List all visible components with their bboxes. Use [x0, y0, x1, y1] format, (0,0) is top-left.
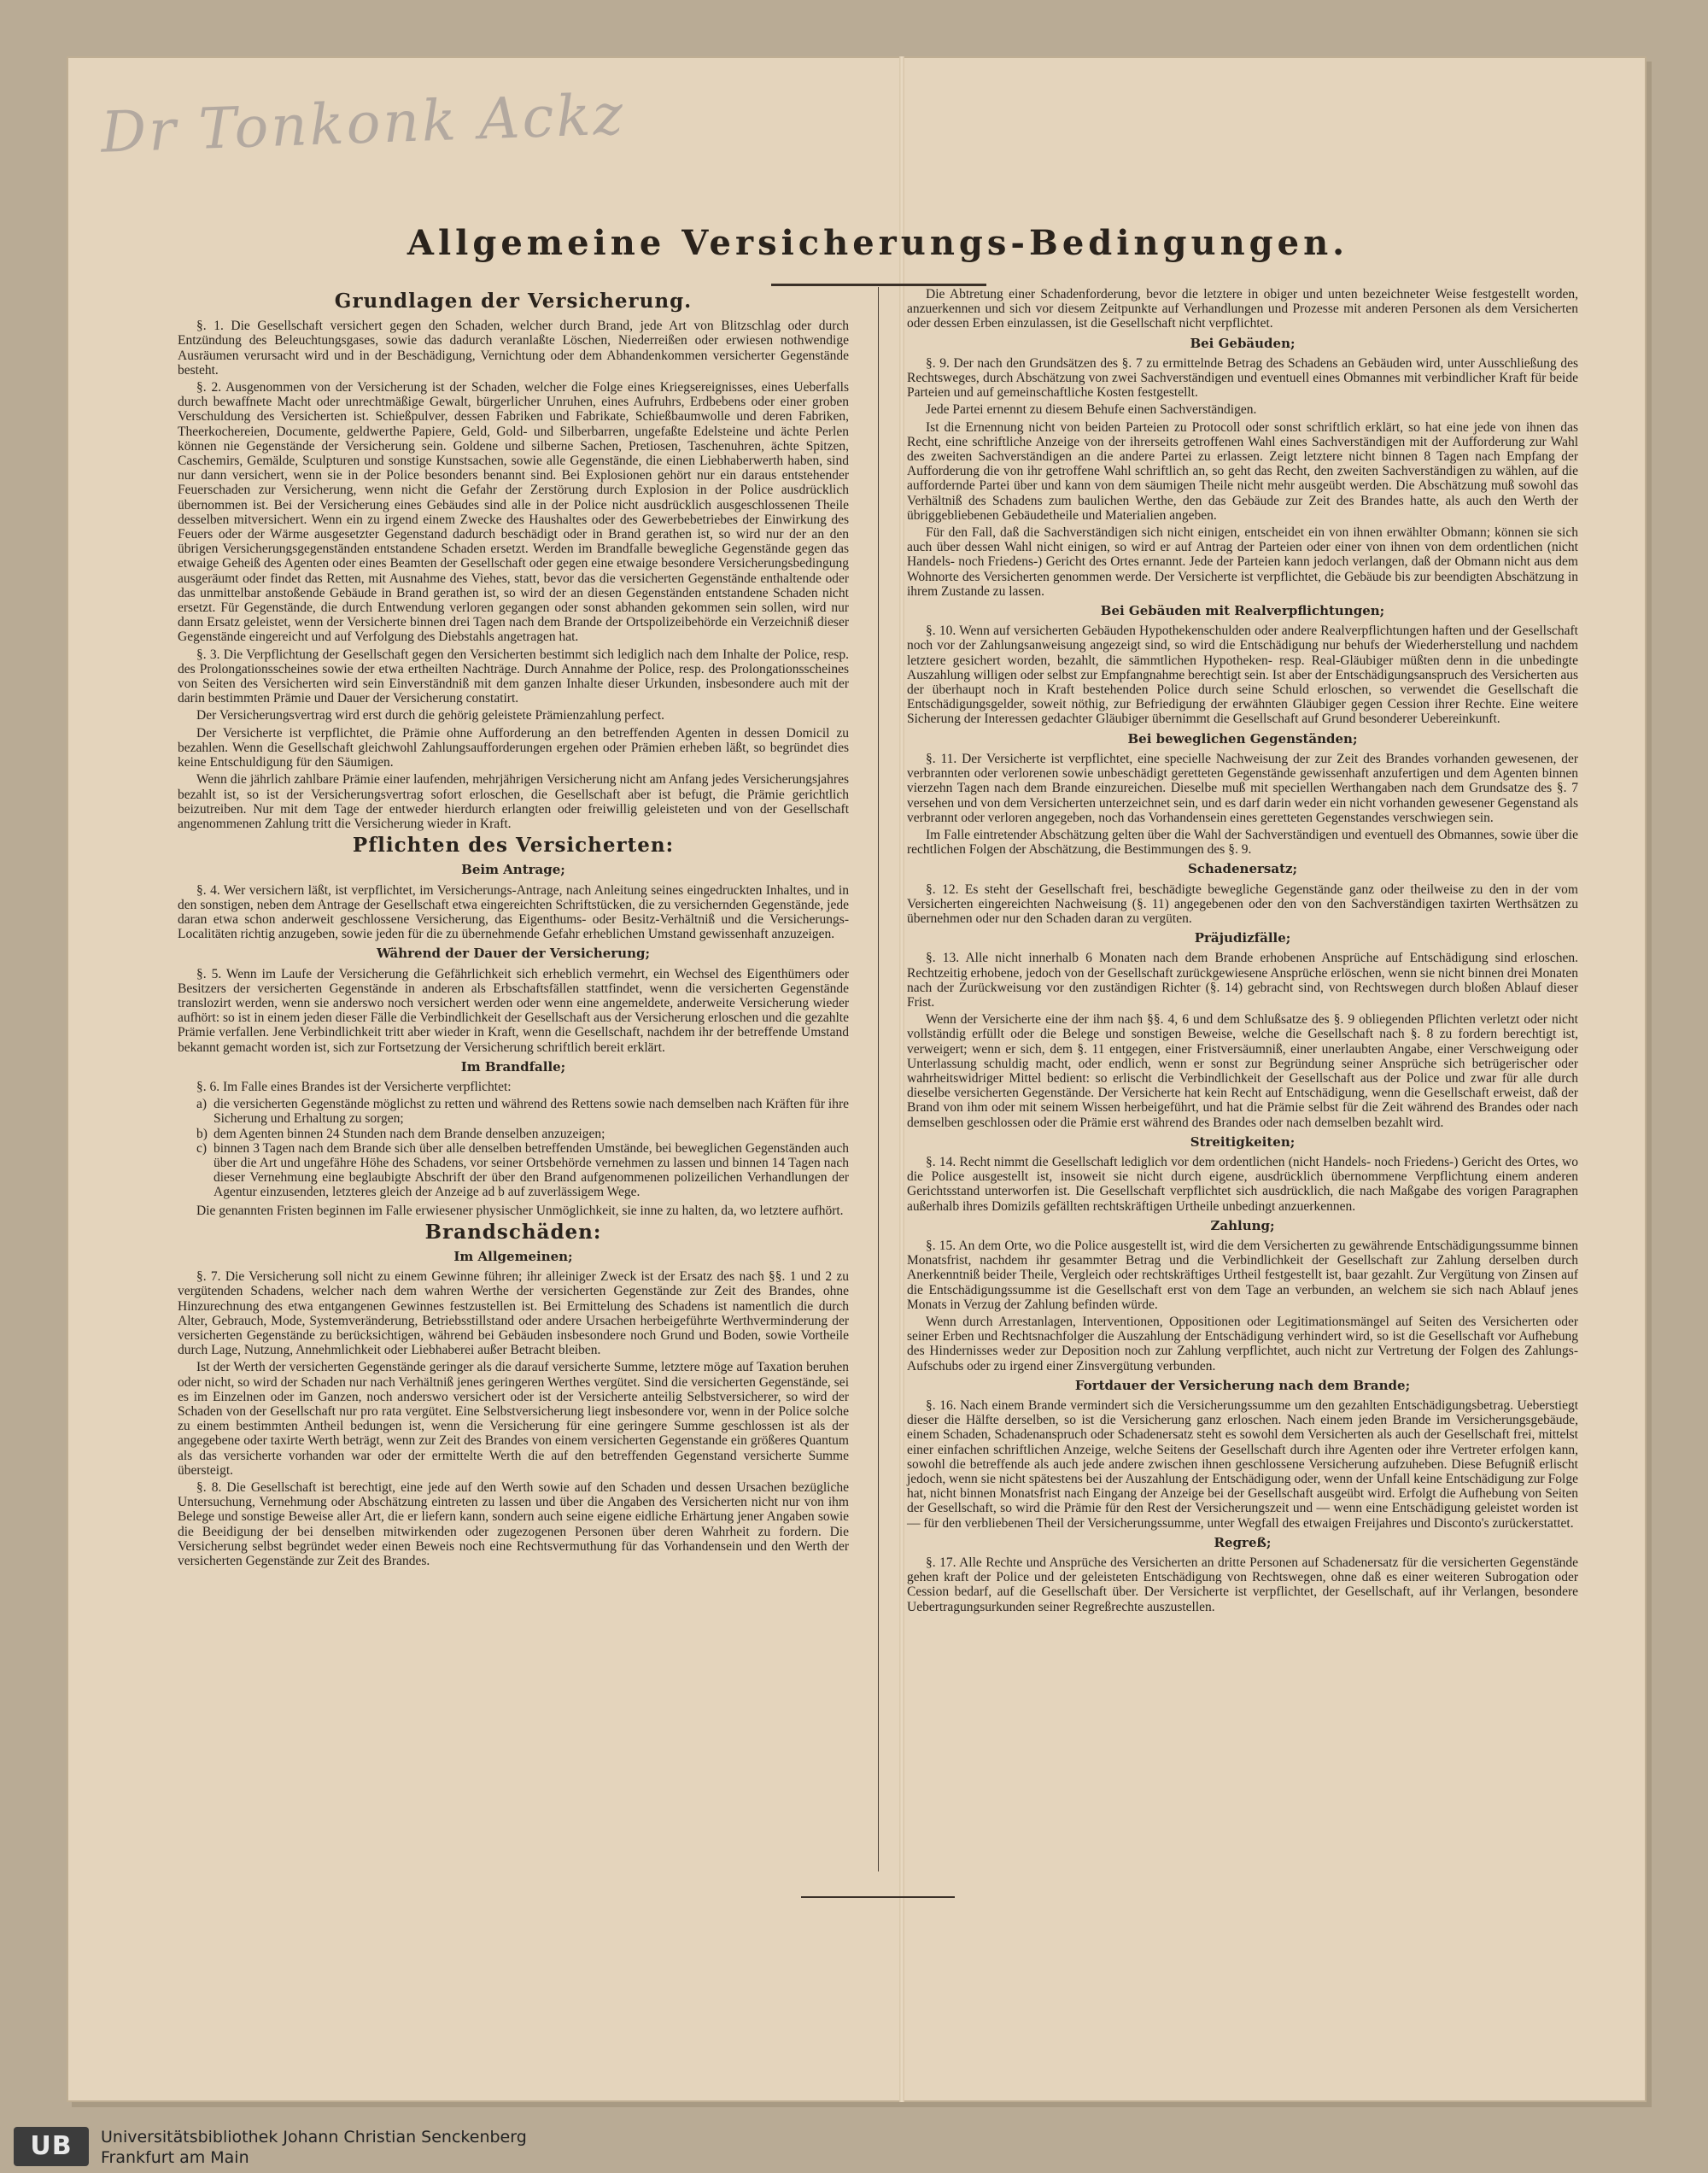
paragraph: §. 1. Die Gesellschaft versichert gegen den Schaden, welcher durch Brand, jede Art von Blitzschlag oder durch Entzündung des Beleuchtungsgases, sowie das dadurch veranlaßte Löschen, Niederreißen oder erwiesen nothwendige Ausräumen verursacht wird und in der Beschädigung, Vernichtung oder dem Abhandenkommen versicherter Gegenstände besteht.	[178, 319, 849, 378]
subsection-heading: Fortdauer der Versicherung nach dem Brande;	[1074, 1377, 1411, 1393]
section-heading: Pflichten des Versicherten:	[352, 834, 675, 858]
obligation-list	[178, 1097, 849, 1199]
subsection-heading: Im Allgemeinen;	[453, 1248, 573, 1264]
paragraph: §. 9. Der nach den Grundsätzen des §. 7 zu ermittelnde Betrag des Schadens an Gebäuden wird, unter Ausschließung des Rechtsweges, durch Abschätzung von zwei Sachverständigen und eventuell eines Obmannes mit verbindlicher Kraft für beide Parteien und auf gemeinschaftliche Kosten festgestellt.	[907, 355, 1578, 401]
paragraph: §. 11. Der Versicherte ist verpflichtet, eine specielle Nachweisung der zur Zeit des Brandes vorhanden gewesenen, der verbrannten oder verlorenen sowie unbeschädigt geretteten Gegenstände gewissenhaft anzufertigen und dem Agenten binnen vierzehn Tagen nach dem Brande einzureichen. Dieselbe muß mit speciellen Werthangaben nach dem Grundsatze des §. 7 versehen und von dem Versicherten unterzeichnet sein, und es darf darin weder ein nicht vorhanden gewesener Gegenstand als verbrannt oder verloren angegeben, noch das Vorhandensein eines geretteten Gegenstandes verschwiegen sein.	[907, 751, 1578, 825]
subsection-heading: Regreß;	[1214, 1534, 1272, 1550]
subsection-heading: Bei Gebäuden mit Realverpflichtungen;	[1100, 603, 1385, 619]
document-body	[178, 184, 1578, 1978]
subsection-heading: Im Brandfalle;	[460, 1058, 566, 1075]
left-column	[178, 287, 849, 1571]
list-item	[178, 1141, 849, 1200]
subsection-heading: Während der Dauer der Versicherung;	[376, 946, 651, 962]
subsection-heading: Zahlung;	[1210, 1217, 1275, 1233]
paragraph: Ist die Ernennung nicht von beiden Parteien zu Protocoll oder sonst schriftlich erklärt, so hat eine jede von ihnen das Recht, eine schriftliche Anzeige von der ihrerseits getroffenen Wahl eines Sachverständigen mit der Aufforderung zur Wahl des zweiten Sachverständigen an die andere Partei zu erlassen. Zeigt letztere nicht binnen 8 Tagen nach Empfang der Aufforderung die von ihr getroffene Wahl schriftlich an, so geht das Recht, den zweiten Sachverständigen zu wählen, auf die auffordernde Partei über und kann von dem säumigen Theile nicht mehr ausgeübt werden. Die Abschätzung muß sowohl das Verhältniß des Schadens zum baulichen Werthe, den das Gebäude zur Zeit des Brandes hatte, als auch den Werth der übriggebliebenen Gebäudetheile und Materialien angeben.	[907, 419, 1578, 523]
list-item	[178, 1127, 849, 1141]
list-marker: c)	[196, 1140, 208, 1156]
document-title: Allgemeine Versicherungs-Bedingungen.	[407, 223, 1349, 263]
subsection-heading: Bei Gebäuden;	[1190, 335, 1296, 351]
logo-text: UB	[30, 2131, 73, 2161]
paragraph: Für den Fall, daß die Sachverständigen sich nicht einigen, entscheidet ein von ihnen erwählter Obmann; können sie sich auch über dessen Wahl nicht einigen, so wird er auf Antrag der Parteien oder einer von ihnen von dem ordentlichen (nicht Handels- noch Friedens-) Gericht des Ortes ernannt. Jede der Parteien kann jedoch verlangen, daß der Obmann nicht aus dem Wohnorte des Versicherten genommen werde. Der Versicherte ist verpflichtet, die Gebäude bis zur beendigten Abschätzung in ihrem Zustande zu lassen.	[907, 525, 1578, 599]
paragraph: Ist der Werth der versicherten Gegenstände geringer als die darauf versicherte Summe, letztere möge auf Taxation beruhen oder nicht, so wird der Schaden nur nach Verhältniß jenes geringeren Werthes vergütet. Sind die versicherten Gegenstände, sei es im Einzelnen oder im Ganzen, noch anderswo versichert oder ist der Versicherte anteilig Selbstversicherer, so wird der Schaden von der Gesellschaft nur pro rata vergütet. Eine Selbstversicherung liegt insbesondere vor, wenn in der Police solche zu einem bestimmten Antheil bedungen ist, wenn die Versicherung für eine geringere Summe geschlossen ist als der angegebene oder taxirte Werth beträgt, wenn zur Zeit des Brandes von einem versicherten Gegenstande ein größeres Quantum als das versicherte vorhanden war oder der ermittelte Werth die auf den betreffenden Gegenstand versicherte Summe übersteigt.	[178, 1360, 849, 1478]
subsection-heading: Präjudizfälle;	[1194, 930, 1291, 946]
ub-logo-icon	[14, 2127, 89, 2166]
paragraph: Der Versicherungsvertrag wird erst durch die gehörig geleistete Prämienzahlung perfect.	[196, 708, 665, 723]
paragraph: §. 17. Alle Rechte und Ansprüche des Versicherten an dritte Personen auf Schadenersatz für die versicherten Gegenstände gehen kraft der Police und der geleisteten Entschädigung von Rechtswegen, ohne daß es einer weiteren Subrogation oder Cession bedarf, auf die Gesellschaft über. Der Versicherte ist verpflichtet, der Gesellschaft, auf ihr Verlangen, besondere Uebertragungsurkunden seiner Regreßrechte auszustellen.	[907, 1555, 1578, 1614]
list-item	[178, 1097, 849, 1126]
paragraph: Wenn die jährlich zahlbare Prämie einer laufenden, mehrjährigen Versicherung nicht am Anfang jedes Versicherungsjahres bezahlt ist, so ist der Versicherungsvertrag sofort erloschen, die Gesellschaft aber ist befugt, die Prämie gerichtlich beizutreiben. Nur mit dem Tage der entweder hierdurch erlangten oder freiwillig geleisteten und von der Gesellschaft angenommenen Zahlung tritt die Versicherung wieder in Kraft.	[178, 772, 849, 831]
handwritten-annotation: Dr Tonkonk Ackz	[99, 81, 627, 166]
paragraph: §. 15. An dem Orte, wo die Police ausgestellt ist, wird die dem Versicherten zu gewährende Entschädigungssumme binnen Monatsfrist, nachdem ihr gesammter Betrag und die Verbindlichkeit der Gesellschaft zur Zahlung derselben durch Anerkenntniß beider Theile, Vergleich oder rechtskräftiges Urtheil festgestellt ist, baar gezahlt. Zur Vergütung von Zinsen auf die Entschädigungssumme ist die Gesellschaft erst von dem Tage an verbunden, an welchem sie sich nach Ablauf jenes Monats in Verzug der Zahlung befinden würde.	[907, 1238, 1578, 1312]
paragraph: §. 14. Recht nimmt die Gesellschaft lediglich vor dem ordentlichen (nicht Handels- noch Friedens-) Gericht des Ortes, wo die Police ausgestellt ist, insoweit sie nicht durch eigene, ausdrücklich übernommene Verpflichtung einem anderen Gerichtsstand unterworfen ist. Die Gesellschaft verpflichtet sich ausdrücklich, die nach Maßgabe des vorigen Paragraphen außerhalb ihres Domizils gefällten rechtskräftigen Urtheile unbedingt anzuerkennen.	[907, 1154, 1578, 1214]
paragraph: Die Abtretung einer Schadenforderung, bevor die letztere in obiger und unten bezeichneter Weise festgestellt worden, anzuerkennen und sich vor diesem Zeitpunkte auf Verhandlungen und Prozesse mit anderen Personen als dem Versicherten oder dessen Erben einzulassen, ist die Gesellschaft nicht verpflichtet.	[907, 287, 1578, 331]
section-heading: Brandschäden:	[424, 1220, 602, 1244]
paragraph: §. 8. Die Gesellschaft ist berechtigt, eine jede auf den Werth sowie auf den Schaden und dessen Ursachen bezügliche Untersuchung, Vernehmung oder Abschätzung eintreten zu lassen und über die Angaben des Versicherten nicht nur von ihm Belege und sonstige Beweise aller Art, die er liefern kann, sondern auch seine eigene eidliche Erhärtung jener Angaben sowie die Beeidigung der bei denselben mitwirkenden oder zugezogenen Personen über deren Wahrheit zu fordern. Die Versicherung selbst begründet weder einen Beweis noch eine Rechtsvermuthung für das Vorhandensein und den Werth der versicherten Gegenstände zur Zeit des Brandes.	[178, 1480, 849, 1569]
paragraph: Jede Partei ernennt zu diesem Behufe einen Sachverständigen.	[926, 402, 1257, 418]
paragraph: §. 3. Die Verpflichtung der Gesellschaft gegen den Versicherten bestimmt sich lediglich nach dem Inhalte der Police, resp. des Prolongationsscheines sowie der etwa ertheilten Nachträge. Durch Annahme der Police, resp. des Prolongationsscheines von Seiten des Versicherten wird sein Einverständniß mit dem ganzen Inhalte dieser Urkunden, insbesondere auch mit der darin bestimmten Prämie und Dauer der Versicherung constatirt.	[178, 647, 849, 706]
closing-rule	[801, 1896, 955, 1898]
paragraph: §. 6. Im Falle eines Brandes ist der Versicherte verpflichtet:	[196, 1079, 512, 1094]
paragraph: §. 2. Ausgenommen von der Versicherung ist der Schaden, welcher die Folge eines Kriegsereignisses, eines Ueberfalls durch bewaffnete Macht oder unrechtmäßige Gewalt, bürgerlicher Unruhen, eines Aufruhrs, Erdbebens oder einer groben Verschuldung des Versicherten ist. Schießpulver, dessen Fabriken und Fabrikate, Schießbaumwolle und deren Fabriken, Theerkochereien, Documente, geldwerthe Papiere, Geld, Gold- und Silberbarren, ungefaßte Edelsteine und ächte Perlen können nie Gegenstände der Versicherung sein. Goldene und silberne Sachen, Pretiosen, Taschenuhren, ächte Spitzen, Caschemirs, Gemälde, Sculpturen und sonstige Kunstsachen, sowie alle Gegenstände, die einen Liebhaberwerth haben, sind nur dann versichert, wenn sie in der Police besonders benannt sind. Bei Explosionen gehört nur ein daraus entstehender Feuerschaden zur Versicherung, wenn nicht die Gefahr der Zerstörung durch Explosion in der Police ausdrücklich übernommen ist. Bei der Versicherung eines Gebäudes sind alle in der Police nicht ausdrücklich ausgeschlossenen Theile desselben mitversichert. Wenn ein zu irgend einem Zwecke des Haushaltes oder des Gewerbebetriebes der Einwirkung des Feuers oder der Wärme ausgesetzter Gegenstand dadurch beschädigt oder in Brand gerathen ist, so wird nur der an den übrigen Versicherungsgegenständen entstandene Schaden ersetzt. Werden im Brandfalle bewegliche Gegenstände gegen das etwaige Geheiß des Agenten oder eines Beamten der Gesellschaft oder gegen eine etwaige besondere Versicherungsbedingung ausgeräumt oder findet das Retten, mit Ausnahme des Viehes, statt, bevor das die versicherten Gegenstände enthaltende oder das unmittelbar anstoßende Gebäude in Brand gerathen ist, so wird der an diesen Gegenständen entstandene Schaden nicht ersetzt. Für Gegenstände, die durch Entwendung verloren gegangen oder sonst abhanden gekommen sein sollen, wird nur dann Ersatz geleistet, wenn der Versicherte binnen drei Tagen nach dem Brande der Ortspolizeibehörde ein Verzeichniß dieser Gegenstände eingereicht und auf Verfolgung des Diebstahls angetragen hat.	[178, 380, 849, 645]
subsection-heading: Schadenersatz;	[1187, 861, 1298, 877]
list-marker: a)	[196, 1097, 208, 1112]
column-divider	[878, 287, 879, 1871]
subsection-heading: Beim Antrage;	[461, 862, 565, 878]
section-heading: Grundlagen der Versicherung.	[334, 290, 693, 313]
title-underline	[771, 284, 986, 286]
library-footer	[0, 2118, 1708, 2173]
paragraph: Wenn der Versicherte eine der ihm nach §§. 4, 6 und dem Schlußsatze des §. 9 obliegenden Pflichten verletzt oder nicht vollständig erfüllt oder die Belege und sonstigen Beweise, welche die Gesellschaft nach §. 8 zu fordern berechtigt ist, verweigert; wenn er sich, dem §. 11 entgegen, einer Fristversäumniß, einer unerlaubten Angabe, einer Verschweigung oder Unterlassung schuldig macht, oder endlich, wenn er sonst zur Begründung seiner Ansprüche sich betrügerischer oder wahrheitswidriger Mittel bedient: so erlischt die Verbindlichkeit der Gesellschaft aus der Police und zwar für alle durch dieselbe versicherten Gegenstände. Der Versicherte hat kein Recht auf Entschädigung, wenn die Gesellschaft erweist, daß der Brand von ihm oder mit seinem Wissen herbeigeführt, und hat die Prämie selbst für die Zeit während des Brandes oder nach demselben geschlossen oder die Prämie erst während des Brandes oder nach demselben bezahlt wird.	[907, 1012, 1578, 1130]
institution-line-1: Universitätsbibliothek Johann Christian Senckenberg	[101, 2128, 527, 2147]
list-item-text: dem Agenten binnen 24 Stunden nach dem Brande denselben anzuzeigen;	[214, 1126, 605, 1141]
paragraph: Die genannten Fristen beginnen im Falle erwiesener physischer Unmöglichkeit, sie inne zu halten, da, wo letztere aufhört.	[196, 1203, 844, 1218]
paragraph: §. 5. Wenn im Laufe der Versicherung die Gefährlichkeit sich erheblich vermehrt, ein Wechsel des Eigenthümers oder Besitzers der versicherten Gegenstände in anderen als Erbschaftsfällen stattfindet, wenn die versicherten Gegenstände translozirt werden, wenn sie anderswo noch versichert werden oder wenn eine angemeldete, anderweite Versicherung wieder aufhört: so ist in einem jeden dieser Fälle die Verbindlichkeit der Gesellschaft aus der Versicherung erloschen und die gezahlte Prämie verfallen. Jene Verbindlichkeit tritt aber wieder in Kraft, wenn die Gesellschaft, nachdem ihr der betreffende Umstand bekannt gemacht worden ist, sich zur Fortsetzung der Versicherung schriftlich bereit erklärt.	[178, 966, 849, 1055]
paragraph: §. 7. Die Versicherung soll nicht zu einem Gewinne führen; ihr alleiniger Zweck ist der Ersatz des nach §§. 1 und 2 zu vergütenden Schadens, welcher nach dem wahren Werthe der versicherten Gegenstände zur Zeit des Brandes, ohne Hinzurechnung des etwa entgangenen Gewinnes festzustellen ist. Bei Ermittelung des Schadens ist namentlich die durch Alter, Gebrauch, Mode, Systemveränderung, Betriebsstillstand oder andere Ursachen herbeigeführte Werthverminderung der versicherten Gegenstände zu berücksichtigen, während bei Gebäuden insbesondere noch Grund und Boden, sowie Vortheile durch Lage, Nutzung, Annehmlichkeit oder Liebhaberei außer Betracht bleiben.	[178, 1269, 849, 1358]
paragraph: Wenn durch Arrestanlagen, Interventionen, Oppositionen oder Legitimationsmängel auf Seiten des Versicherten oder seiner Erben und Rechtsnachfolger die Auszahlung der Entschädigung verhindert wird, so ist die Gesellschaft vor Aufhebung des Hindernisses weder zur Deposition noch zur Zahlung verpflichtet, auch nicht zur Vertretung der Folgen des Zahlungs-Aufschubs oder zu irgend einer Zinsvergütung verbunden.	[907, 1315, 1578, 1374]
paragraph: §. 10. Wenn auf versicherten Gebäuden Hypothekenschulden oder andere Realverpflichtungen haften und der Gesellschaft noch vor der Zahlungsanweisung angezeigt sind, so wird die Entschädigung nur behufs der Wiederherstellung und nachdem letztere gesichert worden, bezahlt, die sämmtlichen Hypotheken- resp. Real-Gläubiger müßten denn in die unbedingte Auszahlung willigen oder selbst zur Empfangnahme berechtigt sein. Ist aber der Entschädigungsanspruch des Versicherten aus der überhaupt noch in Kraft bestehenden Police durch seine Schuld erloschen, so verwendet die Gesellschaft die Entschädigungsgelder, soweit nöthig, zur Befriedigung der erwähnten Gläubiger gegen Cession ihrer Rechte. Eine weitere Sicherung der Interessen gedachter Gläubiger übernimmt die Gesellschaft auf Grund besonderer Uebereinkunft.	[907, 624, 1578, 727]
paragraph: §. 4. Wer versichern läßt, ist verpflichtet, im Versicherungs-Antrage, nach Anleitung seines eingedruckten Inhaltes, und in den sonstigen, neben dem Antrage der Gesellschaft etwa eingereichten Schriftstücken, die zu versichernden Gegenstände, jede daran etwa schon anderweit geschlossene Versicherung, das Eigenthums- oder Besitz-Verhältniß und die Versicherungs-Localitäten richtig anzugeben, sowie jeden für die zu übernehmende Gefahr erheblichen Umstand gewissenhaft anzuzeigen.	[178, 882, 849, 942]
paragraph: Im Falle eintretender Abschätzung gelten über die Wahl der Sachverständigen und eventuell des Obmannes, sowie über die rechtlichen Folgen der Abschätzung, die Bestimmungen des §. 9.	[907, 827, 1578, 858]
list-item-text: die versicherten Gegenstände möglichst zu retten und während des Rettens sowie nach demselben nach Kräften für ihre Sicherung und Erhaltung zu sorgen;	[214, 1097, 849, 1127]
institution-name	[101, 2127, 527, 2168]
list-marker: b)	[196, 1126, 208, 1141]
right-column	[907, 287, 1578, 1617]
institution-line-2: Frankfurt am Main	[101, 2148, 249, 2167]
document-page	[67, 56, 1647, 2102]
paragraph: §. 13. Alle nicht innerhalb 6 Monaten nach dem Brande erhobenen Ansprüche auf Entschädigung sind erloschen. Rechtzeitig erhobene, jedoch von der Gesellschaft zurückgewiesene Ansprüche erlöschen, wenn sie nicht binnen drei Monaten nach der Zurückweisung vor den zuständigen Richter (§. 14) gebracht sind, von Rechtswegen durch bloßen Ablauf dieser Frist.	[907, 951, 1578, 1010]
paragraph: Der Versicherte ist verpflichtet, die Prämie ohne Aufforderung an den betreffenden Agenten in dessen Domicil zu bezahlen. Wenn die Gesellschaft gleichwohl Zahlungsaufforderungen ergehen oder Prämien erheben läßt, so begründet dies keine Entschuldigung für den Säumigen.	[178, 725, 849, 770]
paragraph: §. 12. Es steht der Gesellschaft frei, beschädigte bewegliche Gegenstände ganz oder theilweise zu den in der vom Versicherten eingereichten Nachweisung (§. 11) angegebenen oder den von den Sachverständigen taxirten Werthsätzen zu übernehmen oder nur den Schaden daran zu vergüten.	[907, 882, 1578, 926]
subsection-heading: Bei beweglichen Gegenständen;	[1127, 730, 1358, 747]
paragraph: §. 16. Nach einem Brande vermindert sich die Versicherungssumme um den gezahlten Entschädigungsbetrag. Ueberstiegt dieser die Hälfte derselben, so ist die Versicherung ganz erloschen. Nach einem jeden Brande im Versicherungsgebäude, einem Schaden, Schadenanspruch oder Schadenersatz steht es sowohl dem Versicherten als auch der Gesellschaft frei, mittelst einer einfachen schriftlichen Anzeige, welche Seitens der Gesellschaft durch ihre Agenten oder ihre Vertreter erfolgen kann, sowohl die betreffende als auch jede andere zwischen ihnen geschlossene Versicherung aufzuheben. Diese Befugniß erlischt jedoch, wenn sie nicht spätestens bei der Auszahlung der Entschädigung oder, wenn der Unfall keine Entschädigung zur Folge hat, nicht binnen Monatsfrist nach Eingang der Anzeige bei der Gesellschaft ausgeübt wird. Erfolgt die Aufhebung von Seiten der Gesellschaft, so wird die Prämie für den Rest der Versicherungszeit und — wenn eine Entschädigung geleistet worden ist — für den verbliebenen Theil der Versicherungssumme, unter Wegfall des etwaigen Freijahres und Disconto's zurückerstattet.	[907, 1398, 1578, 1531]
list-item-text: binnen 3 Tagen nach dem Brande sich über alle denselben betreffenden Umstände, bei beweglichen Gegenständen auch über die Art und ungefähre Höhe des Schadens, vor seiner Ortsbehörde vernehmen zu lassen und binnen 14 Tagen nach dieser Vernehmung eine beglaubigte Abschrift der über den Brand aufgenommenen polizeilichen Verhandlungen der Agentur einzusenden, letzteres gleich der Anzeige ad b auf zuverlässigem Wege.	[214, 1140, 849, 1200]
subsection-heading: Streitigkeiten;	[1190, 1133, 1296, 1150]
